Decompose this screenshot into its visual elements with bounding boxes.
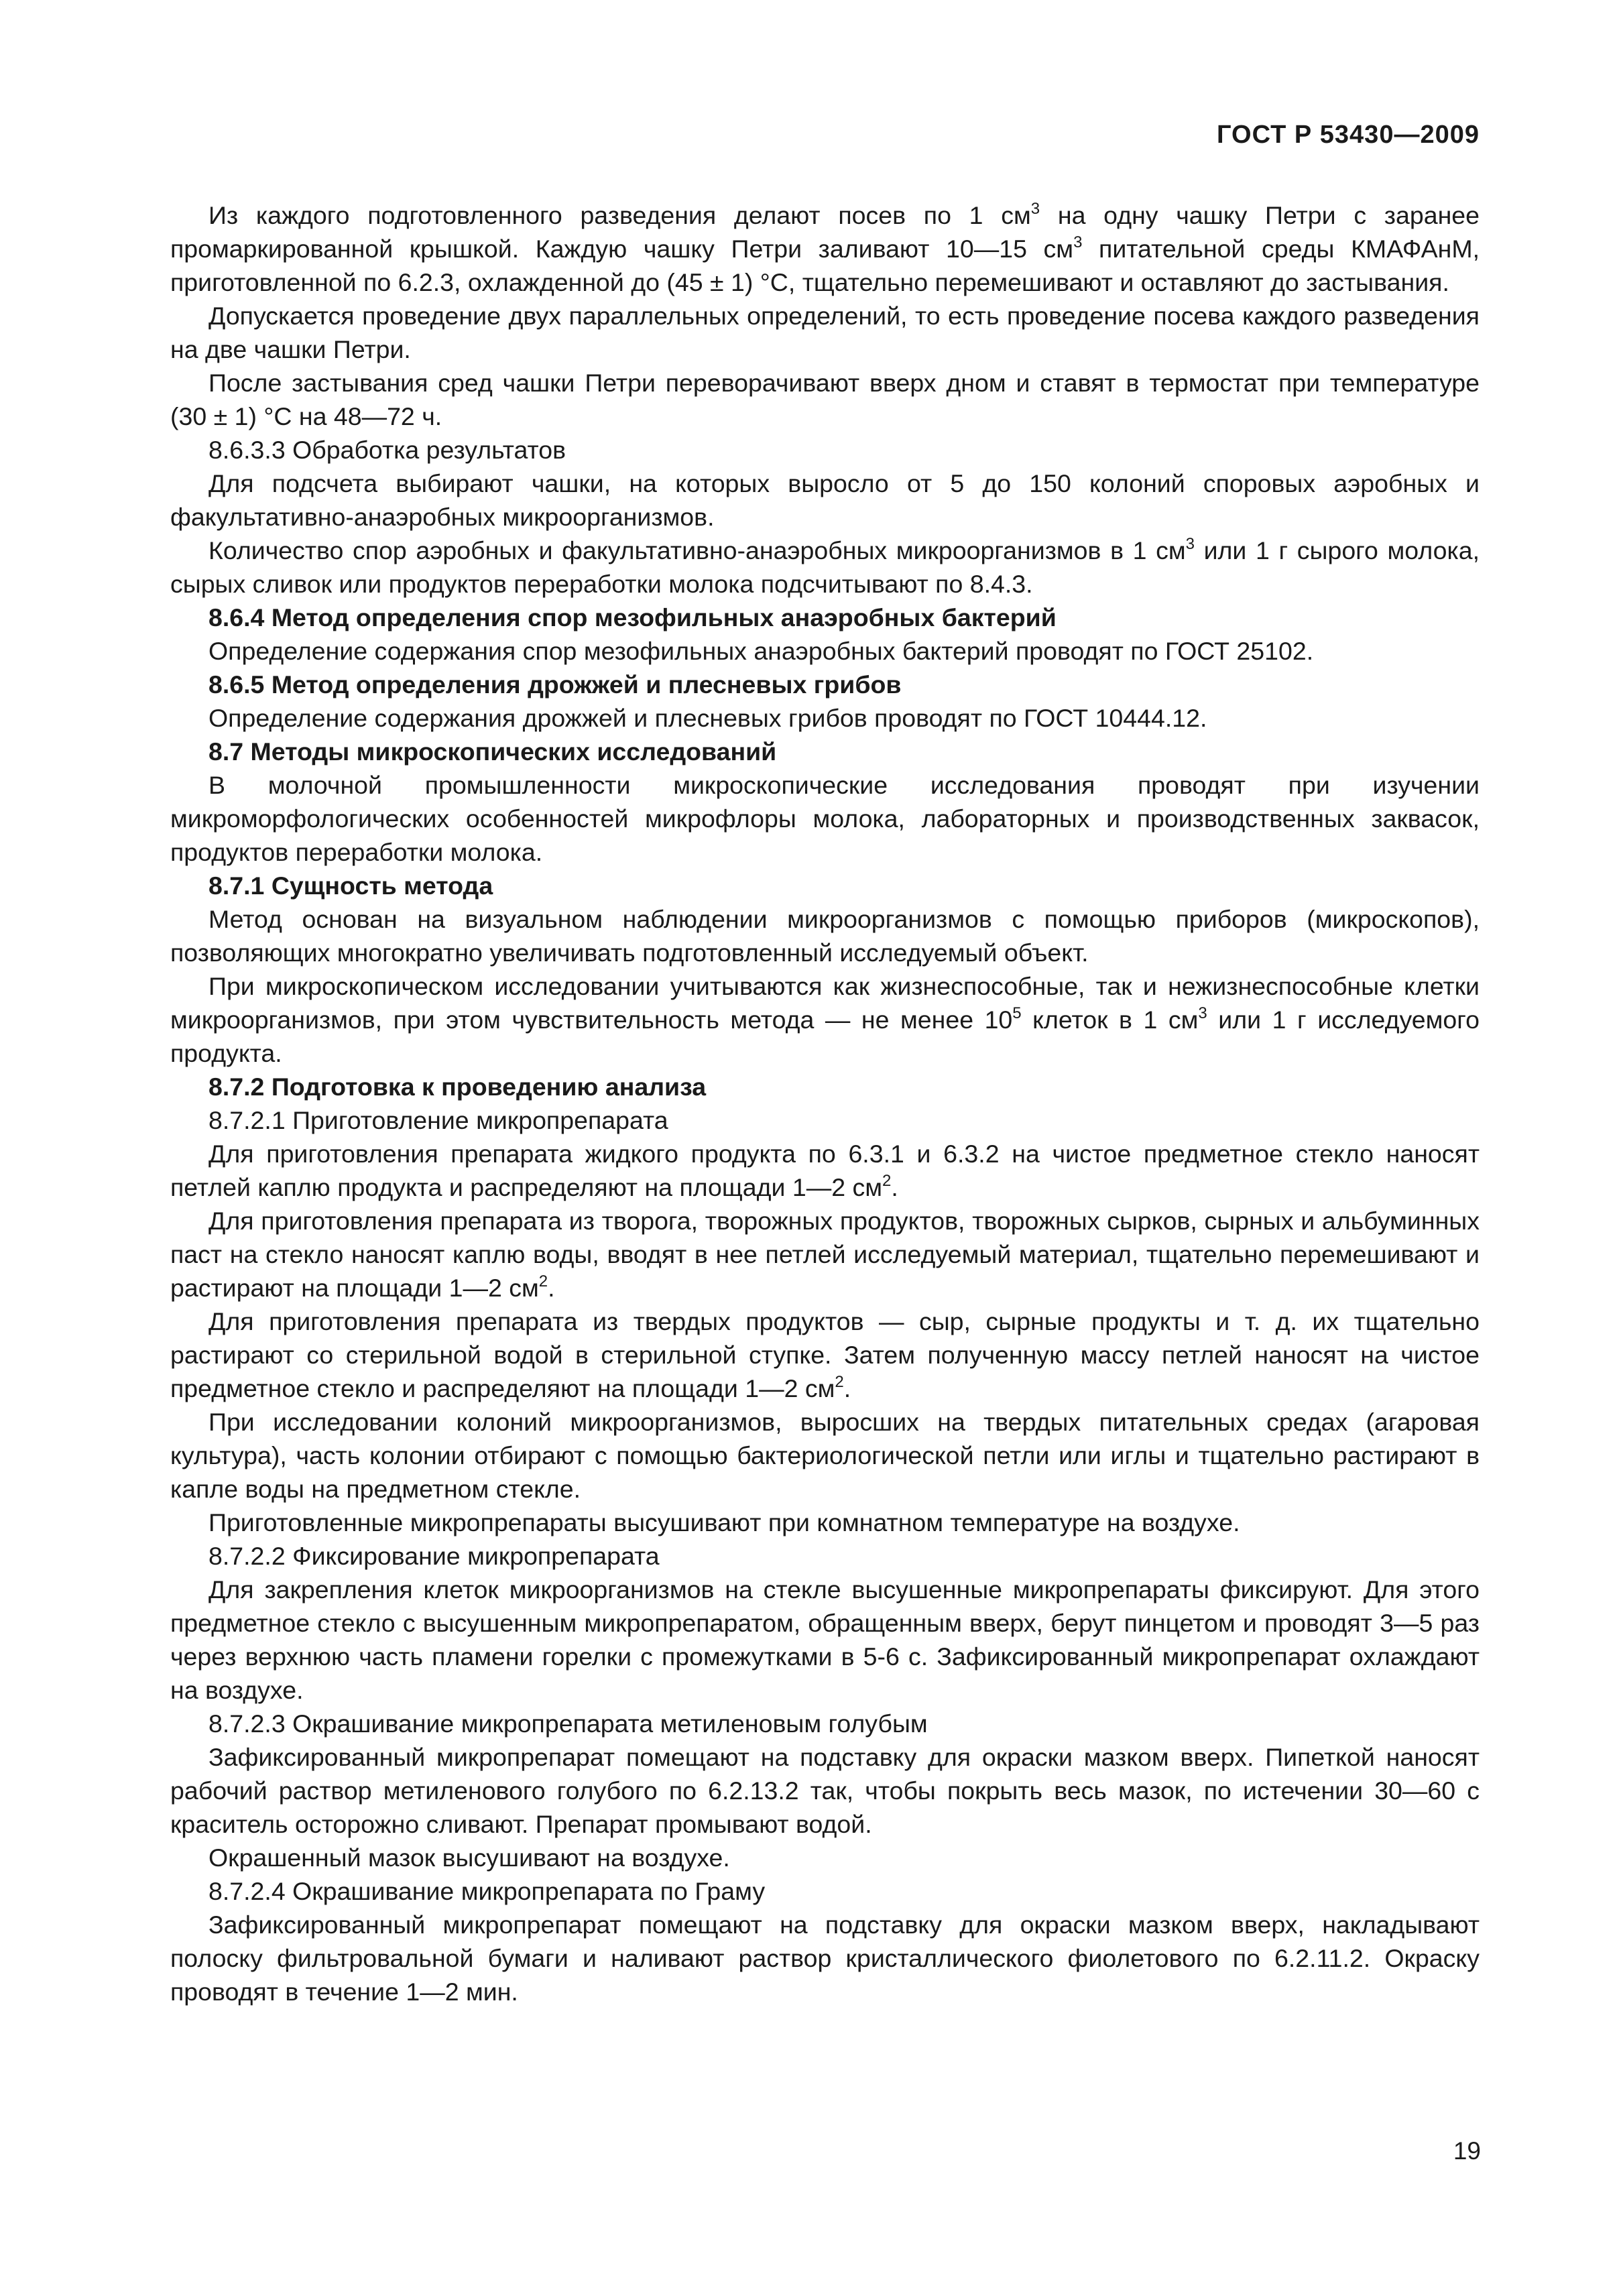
paragraph: Для приготовления препарата жидкого продукта по 6.3.1 и 6.3.2 на чистое предметное стекло наносят петлей каплю продукта и распределяют на площади 1—2 $см^2$. [170, 1140, 1480, 1201]
paragraph: 8.7.2.3 Окрашивание микропрепарата метиленовым голубым [208, 1709, 928, 1738]
paragraph: В молочной промышленности микроскопические исследования проводят при изучении микроморфологических особенностей микрофлоры молока, лабораторных и производственных заквасок, продуктов переработки молока. [170, 771, 1480, 866]
section-heading: 8.7 Методы микроскопических исследований [208, 737, 777, 766]
paragraph: 8.7.2.1 Приготовление микропрепарата [208, 1106, 668, 1134]
paragraph: Зафиксированный микропрепарат помещают на подставку для окраски мазком вверх, накладывают полоску фильтровальной бумаги и наливают раствор кристаллического фиолетового по 6.2.11.2. Окраску проводят в течение 1—2 мин. [170, 1911, 1480, 2006]
document-body [170, 198, 1480, 2008]
document-header: ГОСТ Р 53430—2009 [1217, 121, 1480, 149]
paragraph: Приготовленные микропрепараты высушивают при комнатном температуре на воздухе. [208, 1508, 1240, 1536]
paragraph: Определение содержания спор мезофильных анаэробных бактерий проводят по ГОСТ 25102. [208, 637, 1314, 665]
paragraph: Количество спор аэробных и факультативно-анаэробных микроорганизмов в 1 $см^3$ или 1 г сырого молока, сырых сливок или продуктов переработки молока подсчитывают по 8.4.3. [170, 534, 1480, 598]
paragraph: Метод основан на визуальном наблюдении микроорганизмов с помощью приборов (микроскопов), позволяющих многократно увеличивать подготовленный исследуемый объект. [170, 905, 1480, 967]
page-number: 19 [1453, 2137, 1481, 2165]
paragraph: Допускается проведение двух параллельных определений, то есть проведение посева каждого разведения на две чашки Петри. [170, 302, 1480, 363]
section-heading: 8.6.4 Метод определения спор мезофильных анаэробных бактерий [208, 603, 1057, 631]
paragraph: При микроскопическом исследовании учитываются как жизнеспособные, так и нежизнеспособные клетки микроорганизмов, при этом чувствительность метода — не менее $10^5$ клеток в 1 $см^3$ или 1 г исследуемого продукта. [170, 972, 1480, 1067]
paragraph: Зафиксированный микропрепарат помещают на подставку для окраски мазком вверх. Пипеткой наносят рабочий раствор метиленового голубого по 6.2.13.2 так, чтобы покрыть весь мазок, по истечении 30—60 с краситель осторожно сливают. Препарат промывают водой. [170, 1743, 1480, 1838]
section-heading: 8.6.5 Метод определения дрожжей и плесневых грибов [208, 670, 902, 699]
section-heading: 8.7.2 Подготовка к проведению анализа [208, 1073, 707, 1101]
paragraph: При исследовании колоний микроорганизмов, выросших на твердых питательных средах (агаровая культура), часть колонии отбирают с помощью бактериологической петли или иглы и тщательно растирают в капле воды на предметном стекле. [170, 1408, 1480, 1503]
paragraph: Определение содержания дрожжей и плесневых грибов проводят по ГОСТ 10444.12. [208, 704, 1207, 732]
paragraph: Для закрепления клеток микроорганизмов на стекле высушенные микропрепараты фиксируют. Для этого предметное стекло с высушенным микропрепаратом, обращенным вверх, берут пинцетом и проводят 3—5 раз через верхнюю часть пламени горелки с промежутками в 5-6 с. Зафиксированный микропрепарат охлаждают на воздухе. [170, 1575, 1480, 1704]
paragraph: 8.7.2.2 Фиксирование микропрепарата [208, 1542, 660, 1570]
paragraph: Окрашенный мазок высушивают на воздухе. [208, 1844, 730, 1872]
paragraph: Из каждого подготовленного разведения делают посев по 1 $см^3$ на одну чашку Петри с заранее промаркированной крышкой. Каждую чашку Петри заливают 10—15 $см^3$ питательной среды КМАФАнМ, приготовленной по 6.2.3, охлажденной до (45 ± 1) °С, тщательно перемешивают и оставляют до застывания. [170, 199, 1480, 296]
section-heading: 8.7.1 Сущность метода [208, 871, 493, 900]
paragraph: Для приготовления препарата из творога, творожных продуктов, творожных сырков, сырных и альбуминных паст на стекло наносят каплю воды, вводят в нее петлей исследуемый материал, тщательно перемешивают и растирают на площади 1—2 $см^2$. [170, 1207, 1480, 1302]
paragraph: 8.6.3.3 Обработка результатов [208, 436, 566, 464]
paragraph: После застывания сред чашки Петри переворачивают вверх дном и ставят в термостат при температуре (30 ± 1) °С на 48—72 ч. [170, 369, 1480, 430]
paragraph: Для подсчета выбирают чашки, на которых выросло от 5 до 150 колоний споровых аэробных и факультативно-анаэробных микроорганизмов. [170, 469, 1480, 531]
paragraph: 8.7.2.4 Окрашивание микропрепарата по Граму [208, 1877, 766, 1905]
paragraph: Для приготовления препарата из твердых продуктов — сыр, сырные продукты и т. д. их тщательно растирают со стерильной водой в стерильной ступке. Затем полученную массу петлей наносят на чистое предметное стекло и распределяют на площади 1—2 $см^2$. [170, 1307, 1480, 1402]
